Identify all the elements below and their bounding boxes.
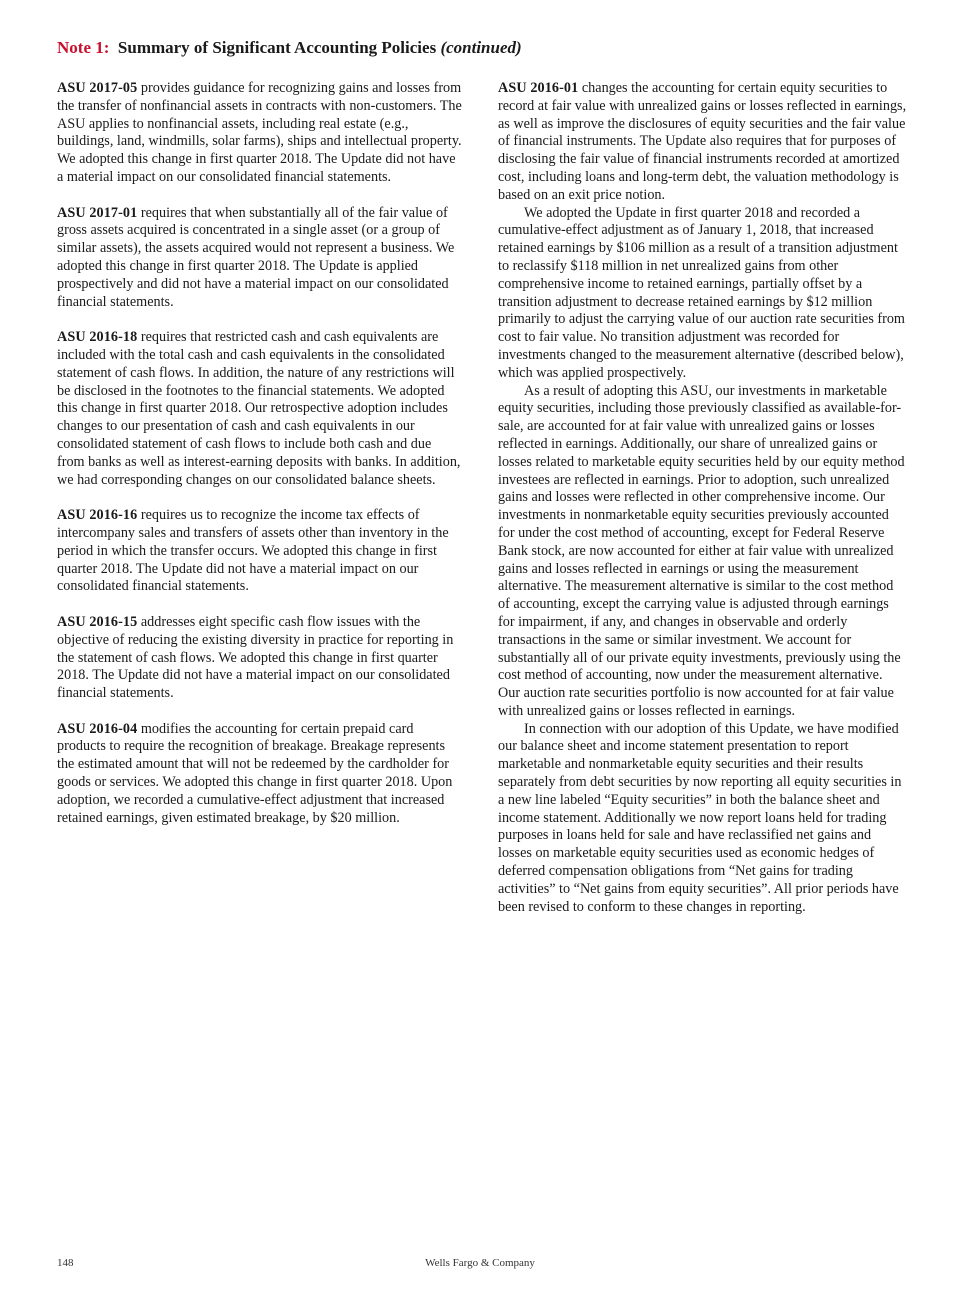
company-name: Wells Fargo & Company: [425, 1257, 535, 1269]
asu-paragraph: [498, 80, 908, 205]
body-paragraph: As a result of adopting this ASU, our investments in marketable equity securities, including those previously classified as available-for-sale, are accounted for at fair value with unrealized gains or losses reflected in earnings. Additionally, our share of unrealized gains or losses related to marketable equity securities held by our equity method investees are reflected in earnings. Prior to adoption, such unrealized gains and losses were reflected in other comprehensive income. Our investments in nonmarketable equity securities previously accounted for under the cost method of accounting, except for Federal Reserve Bank stock, are now accounted for either at fair value with unrealized gains and losses reflected in earnings or using the measurement alternative. The measurement alternative is similar to the cost method of accounting, except the carrying value is adjusted through earnings for impairment, if any, and changes in observable and orderly transactions in the same or similar investment. We account for substantially all of our private equity investments, previously using the cost method of accounting, now under the measurement alternative. Our auction rate securities portfolio is now accounted for at fair value with unrealized gains or losses reflected in earnings.: [498, 382, 905, 719]
right-column: [498, 80, 908, 916]
asu-paragraph: [57, 507, 462, 596]
asu-id: ASU 2016-01: [498, 80, 579, 96]
asu-paragraph: [57, 329, 462, 489]
asu-text: requires that restricted cash and cash equivalents are included with the total cash and cash equivalents in the consolidated statement of cash flows. In addition, the nature of any restrictions will be disclosed in the footnotes to the financial statements. We adopted this change in first quarter 2018. Our retrospective adoption includes changes to our presentation of cash and cash equivalents in our consolidated statement of cash flows to include both cash and due from banks as well as interest-earning deposits with banks. In addition, we had corresponding changes on our consolidated balance sheets.: [57, 329, 461, 488]
asu-id: ASU 2016-15: [57, 613, 138, 630]
asu-text: provides guidance for recognizing gains and losses from the transfer of nonfinancial assets in contracts with non-customers. The ASU applies to nonfinancial assets, including real estate (e.g., buildings, land, windmills, solar farms), ships and intellectual property. We adopted this change in first quarter 2018. The Update did not have a material impact on our consolidated financial statements.: [57, 80, 462, 185]
asu-text: addresses eight specific cash flow issues with the objective of reducing the existing diversity in practice for reporting in the statement of cash flows. We adopted this change in first quarter 2018. The Update did not have a material impact on our consolidated financial statements.: [57, 613, 454, 702]
asu-id: ASU 2017-05: [57, 80, 138, 96]
continued-label: (continued): [440, 38, 522, 57]
asu-text: modifies the accounting for certain prepaid card products to require the recognition of breakage. Breakage represents the estimated amount that will not be redeemed by the cardholder for goods or services. We adopted this change in first quarter 2018. Upon adoption, we recorded a cumulative-effect adjustment that increased retained earnings, given estimated breakage, by $20 million.: [57, 720, 453, 826]
asu-paragraph: [57, 80, 462, 187]
asu-text: requires us to recognize the income tax effects of intercompany sales and transfers of assets other than inventory in the period in which the transfer occurs. We adopted this change in first quarter 2018. The Update did not have a material impact on our consolidated financial statements.: [57, 507, 449, 595]
asu-paragraph: [57, 721, 462, 828]
asu-id: ASU 2016-16: [57, 507, 138, 524]
left-column: [57, 80, 462, 845]
section-heading: [57, 38, 917, 58]
body-paragraph: In connection with our adoption of this Update, we have modified our balance sheet and income statement presentation to report marketable and nonmarketable equity securities and their results separately from debt securities by now reporting all equity securities in a new line labeled “Equity securities” in both the balance sheet and income statement. Additionally we now report loans held for trading purposes in loans held for sale and have reclassified net gains and losses on marketable equity securities used as economic hedges of deferred compensation obligations from “Net gains for trading activities” to “Net gains from equity securities”. All prior periods have been revised to conform to these changes in reporting.: [498, 720, 902, 915]
asu-paragraph: [57, 205, 462, 312]
asu-id: ASU 2016-18: [57, 329, 138, 346]
note-label: Note 1:: [57, 38, 110, 57]
asu-id: ASU 2017-01: [57, 204, 138, 221]
asu-paragraph: [57, 614, 462, 703]
body-paragraph: We adopted the Update in first quarter 2018 and recorded a cumulative-effect adjustment as of January 1, 2018, that increased retained earnings by $106 million as a result of a transition adjustment to reclassify $118 million in net unrealized gains from other comprehensive income to retained earnings, partially offset by a transition adjustment to decrease retained earnings by $12 million primarily to adjust the carrying value of our auction rate securities from cost to fair value. No transition adjustment was recorded for investments changed to the measurement alternative (described below), which was applied prospectively.: [498, 204, 905, 381]
asu-text: changes the accounting for certain equity securities to record at fair value with unrealized gains or losses reflected in earnings, as well as improve the disclosures of equity securities and the fair value of financial instruments. The Update also requires that for purposes of disclosing the fair value of financial instruments recorded at amortized cost, including loans and long-term debt, the valuation methodology is based on an exit price notion.: [498, 80, 907, 203]
asu-text: requires that when substantially all of the fair value of gross assets acquired is concentrated in a single asset (or a group of similar assets), the assets acquired would not represent a business. We adopted this change in first quarter 2018. The Update is applied prospectively and did not have a material impact on our consolidated financial statements.: [57, 204, 455, 310]
section-title: Summary of Significant Accounting Policies: [117, 38, 437, 57]
page-number: 148: [57, 1257, 74, 1269]
asu-id: ASU 2016-04: [57, 720, 138, 737]
